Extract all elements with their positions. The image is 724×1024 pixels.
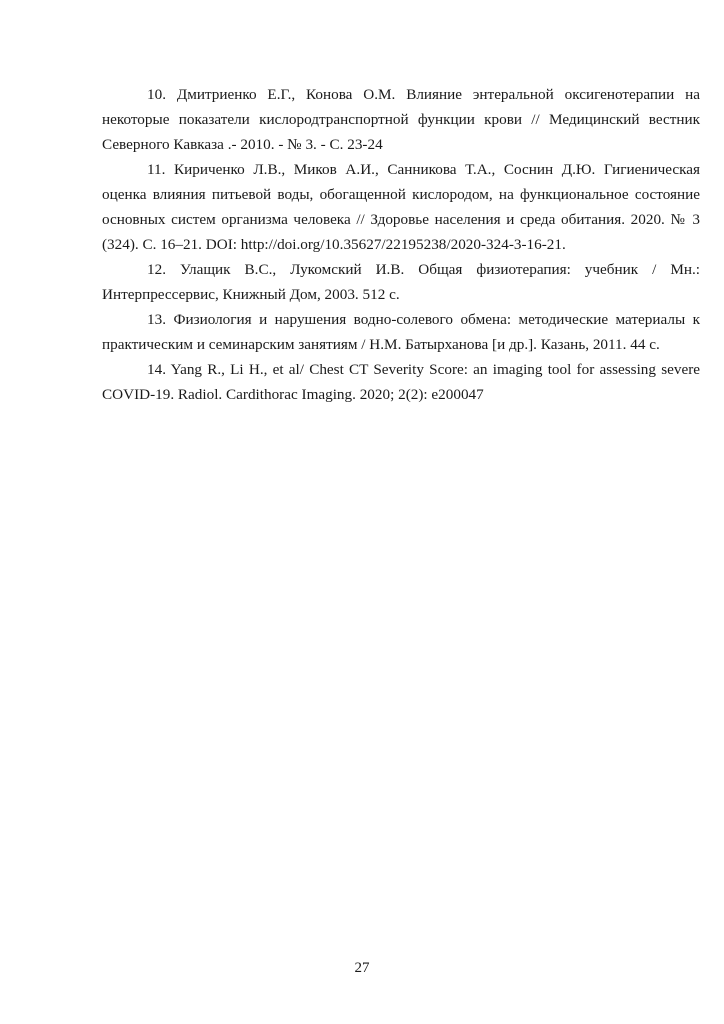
reference-item-11 xyxy=(102,157,700,257)
page-number: 27 xyxy=(354,960,370,976)
reference-line: Северного Кавказа .- 2010. - № 3. - С. 23-24 xyxy=(102,136,383,153)
reference-line: 14. Yang R., Li H., et al/ Chest CT Severity Score: an imaging tool for assessing severe xyxy=(147,361,700,378)
reference-item-10 xyxy=(102,82,700,157)
reference-list xyxy=(102,82,700,407)
reference-item-13 xyxy=(102,307,700,357)
reference-item-14 xyxy=(102,357,700,407)
reference-line: основных систем организма человека // Здоровье населения и среда обитания. 2020. № 3 xyxy=(102,211,700,228)
reference-line: оценка влияния питьевой воды, обогащенной кислородом, на функциональное состояние xyxy=(102,186,700,203)
reference-item-12 xyxy=(102,257,700,307)
reference-line: COVID-19. Radiol. Cardithorac Imaging. 2020; 2(2): e200047 xyxy=(102,386,484,403)
reference-line: практическим и семинарским занятиям / Н.М. Батырханова [и др.]. Казань, 2011. 44 с. xyxy=(102,336,660,353)
reference-line: некоторые показатели кислородтранспортной функции крови // Медицинский вестник xyxy=(102,111,700,128)
reference-line: 11. Кириченко Л.В., Миков А.И., Санникова Т.А., Соснин Д.Ю. Гигиеническая xyxy=(147,161,700,178)
reference-line: 12. Улащик В.С., Лукомский И.В. Общая физиотерапия: учебник / Мн.: xyxy=(147,261,700,278)
reference-line: 13. Физиология и нарушения водно-солевого обмена: методические материалы к xyxy=(147,311,700,328)
reference-line: (324). С. 16–21. DOI: http://doi.org/10.35627/22195238/2020-324-3-16-21. xyxy=(102,236,566,253)
reference-line: Интерпрессервис, Книжный Дом, 2003. 512 с. xyxy=(102,286,400,303)
reference-line: 10. Дмитриенко Е.Г., Конова О.М. Влияние энтеральной оксигенотерапии на xyxy=(147,86,700,103)
